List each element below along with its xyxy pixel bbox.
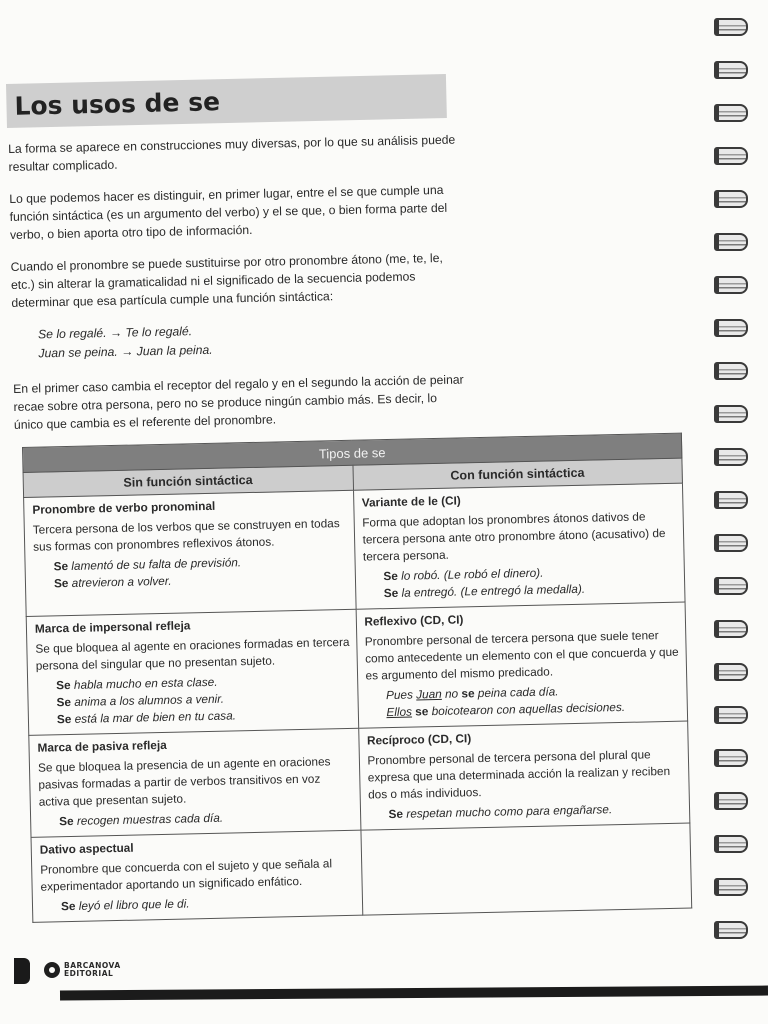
se-particle: Se	[53, 576, 69, 591]
entry-title: Variante de le (CI)	[361, 493, 461, 510]
example-line: Juan se peina. → Juan la peina.	[38, 342, 213, 361]
spiral-coil	[714, 577, 748, 595]
se-particle: Se	[383, 568, 398, 584]
table-cell	[24, 490, 356, 616]
example-rest: lo robó. (Le robó el dinero).	[397, 565, 544, 583]
paragraph: Cuando el pronombre se puede sustituirse por otro pronombre átono (me, te, le, etc.) sin alterar la gramaticalidad ni el significado de la secuencia podemos determinar que esa partícula cumple una función sintáctica:	[10, 250, 443, 310]
entry-description: Se que bloquea al agente en oraciones formadas en tercera persona del singular que no presentan sujeto.	[35, 634, 350, 673]
intro-text	[8, 131, 466, 448]
entry-example: Ellos se boicotearon con aquellas decisiones.	[386, 699, 626, 720]
spiral-coil	[714, 534, 748, 552]
paragraph: La forma se aparece en construcciones muy diversas, por lo que su análisis puede resultar complicado.	[8, 132, 456, 174]
example-rest: recogen muestras cada día.	[73, 810, 224, 828]
column-header-left: Sin función sintáctica	[23, 465, 353, 497]
entry-example	[39, 807, 354, 831]
example-rest: lamentó de su falta de previsión.	[67, 555, 242, 574]
se-particle: Se	[56, 677, 71, 693]
entry-title: Pronombre de verbo pronominal	[32, 498, 216, 517]
table-row	[24, 483, 685, 616]
types-of-se-table	[22, 433, 692, 923]
se-particle: Se	[56, 711, 72, 727]
spiral-coil	[714, 620, 748, 638]
example-rest: leyó el libro que le di.	[75, 896, 190, 913]
spiral-coil	[714, 18, 748, 36]
table-row	[26, 602, 687, 735]
spiral-coil	[714, 233, 748, 251]
paragraph: En el primer caso cambia el receptor del regalo y en el segundo la acción de peinar recae sobre otra persona, pero no se produce ningún cambio más. Es decir, lo único que cambia es el referente del pronombre.	[13, 372, 464, 432]
se-particle: Se	[388, 806, 404, 822]
spiral-coil	[714, 792, 748, 810]
entry-description: Pronombre que concuerda con el sujeto y que señala al experimentador aportando un significado enfático.	[40, 856, 333, 894]
table-row	[31, 823, 692, 922]
entry-description: Pronombre personal de tercera persona del plural que expresa que una determinada acción la realizan y reciben dos o más individuos.	[367, 747, 671, 802]
example-list	[38, 316, 465, 363]
column-header-right: Con función sintáctica	[352, 458, 682, 490]
table-cell	[353, 483, 685, 609]
spiral-coil	[714, 61, 748, 79]
page-title: Los usos de se	[14, 87, 221, 121]
se-particle: Se	[59, 813, 74, 829]
table-cell	[360, 823, 691, 915]
spiral-coil	[714, 362, 748, 380]
se-particle: Se	[383, 585, 399, 601]
publisher-logo-icon	[44, 962, 60, 978]
se-particle: Se	[53, 559, 69, 574]
table-cell	[29, 728, 361, 837]
spiral-coil	[714, 147, 748, 165]
table-cell	[26, 609, 358, 735]
publisher-name	[64, 962, 121, 978]
spiral-coil	[714, 835, 748, 853]
publisher-logo	[44, 962, 121, 978]
paragraph: Lo que podemos hacer es distinguir, en primer lugar, entre el se que cumple una función sintáctica (es un argumento del verbo) y el se que, o bien forma parte del verbo, o bien aporta otro tipo de información.	[9, 182, 448, 242]
example-rest: anima a los alumnos a venir.	[70, 691, 225, 709]
entry-example	[41, 892, 356, 916]
example-rest: atrevieron a volver.	[68, 573, 172, 591]
table-body	[24, 483, 692, 922]
example-rest: está la mar de bien en tu casa.	[71, 708, 237, 726]
publisher-line2: EDITORIAL	[64, 969, 114, 978]
spiral-coil	[714, 491, 748, 509]
table-cell	[356, 602, 688, 728]
spiral-coil	[714, 878, 748, 896]
entry-description: Se que bloquea la presencia de un agente en oraciones pasivas formadas a partir de verbos transitivos en voz activa que presentan sujeto.	[37, 754, 331, 809]
spiral-coil	[714, 706, 748, 724]
entry-title: Recíproco (CD, CI)	[366, 731, 472, 748]
example-rest: habla mucho en esta clase.	[70, 674, 218, 692]
entry-title: Reflexivo (CD, CI)	[364, 612, 464, 629]
entry-description: Pronombre personal de tercera persona que suele tener como antecedente un elemento con el que concuerda y que es argumento del mismo predicado.	[364, 628, 679, 683]
spiral-coil	[714, 405, 748, 423]
spiral-coil	[714, 448, 748, 466]
spiral-coil	[714, 921, 748, 939]
spiral-coil	[714, 749, 748, 767]
entry-title: Marca de pasiva refleja	[37, 737, 167, 755]
table-row	[29, 721, 690, 837]
se-particle: Se	[60, 898, 76, 914]
spiral-coil	[714, 319, 748, 337]
entry-title: Dativo aspectual	[39, 840, 134, 857]
spiral-coil	[714, 276, 748, 294]
entry-example: Pues Juan no se peina cada día.	[385, 684, 559, 703]
entry-description: Forma que adoptan los pronombres átonos dativos de tercera persona ante otro pronombre átono (acusativo) de tercera persona.	[362, 509, 666, 564]
spiral-coil	[714, 104, 748, 122]
spiral-coil	[714, 190, 748, 208]
table-cell	[358, 721, 690, 830]
publisher-line1: BARCANOVA	[64, 961, 121, 970]
spiral-binding	[714, 18, 750, 958]
table-caption: Tipos de se	[23, 433, 682, 472]
types-table-wrap	[22, 433, 692, 923]
title-banner	[6, 74, 447, 128]
example-rest: la entregó. (Le entregó la medalla).	[398, 581, 586, 600]
entry-example	[368, 800, 683, 824]
example-rest: respetan mucho como para engañarse.	[402, 802, 613, 821]
se-particle: Se	[56, 694, 72, 710]
example-line: Se lo regalé. → Te lo regalé.	[37, 324, 193, 342]
entry-description: Tercera persona de los verbos que se construyen en todas sus formas con pronombres reflexivos átonos.	[32, 516, 340, 554]
table-cell	[31, 830, 362, 922]
page-number-tab	[14, 958, 30, 984]
spiral-coil	[714, 663, 748, 681]
bottom-band	[60, 986, 768, 1001]
entry-title: Marca de impersonal refleja	[34, 618, 191, 636]
